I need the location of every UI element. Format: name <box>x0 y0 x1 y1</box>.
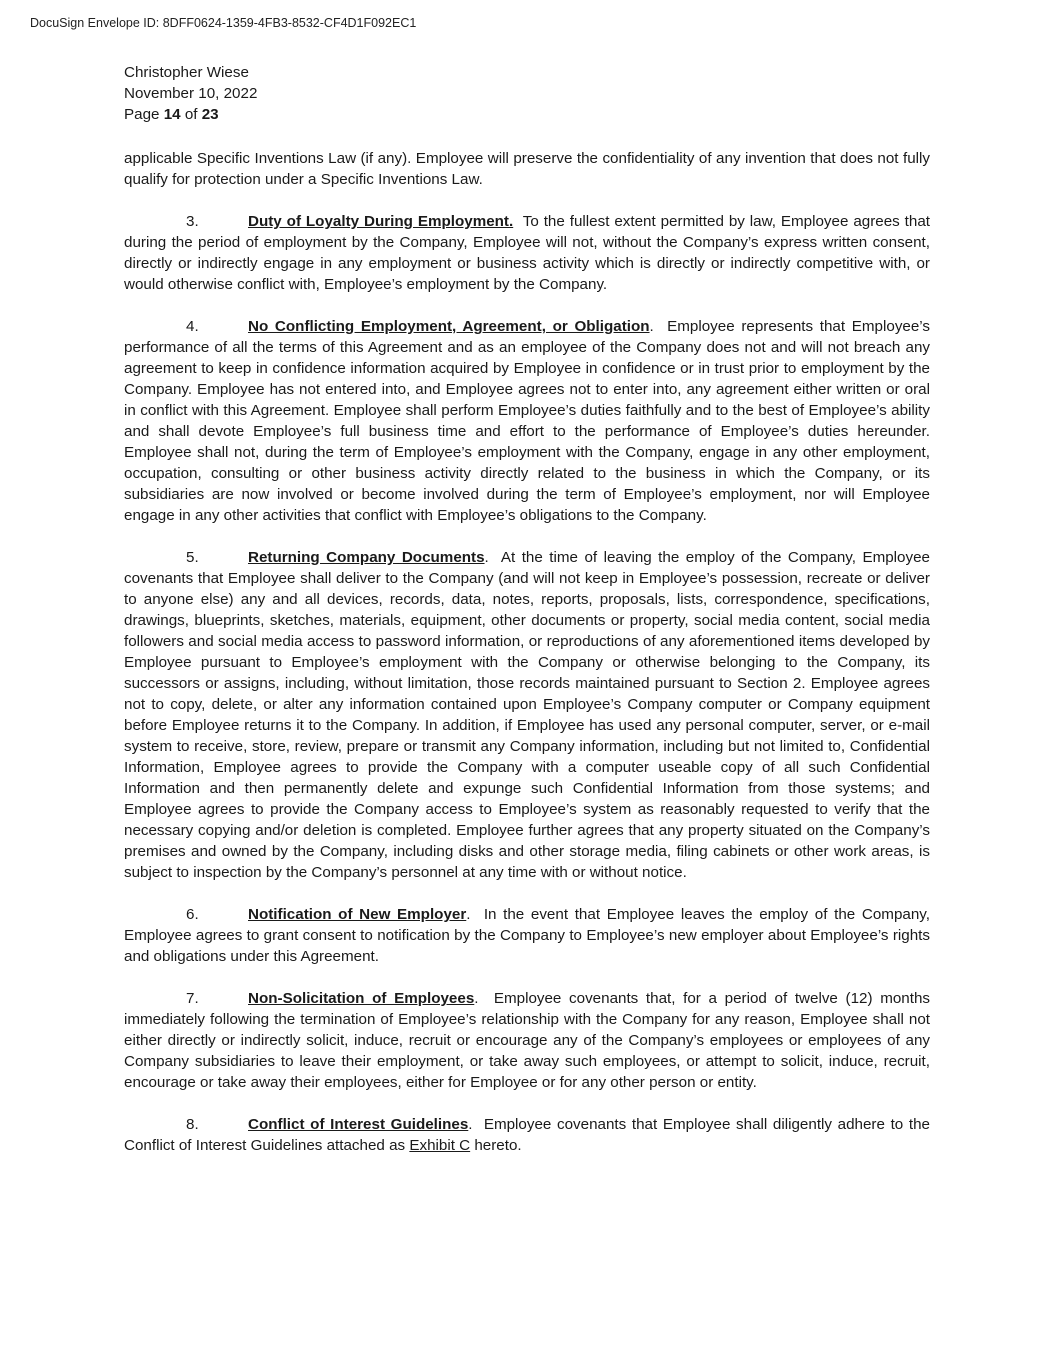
title-punct: . <box>466 906 471 923</box>
page-prefix: Page <box>124 106 164 123</box>
section-title: Conflict of Interest Guidelines <box>248 1116 469 1133</box>
exhibit-c-reference: Exhibit C <box>409 1137 471 1154</box>
letter-header <box>124 62 930 125</box>
title-punct: . <box>468 1116 473 1133</box>
title-punct: . <box>474 990 479 1007</box>
page-total: 23 <box>201 106 219 123</box>
section-body: Employee covenants that, for a period of twelve (12) months immediately following the termination of Employee’s relationship with the Company for any reason, Employee shall not either directly or indirectly solicit, induce, recruit or encourage any of the Company’s employees or employees of any Company subsidiaries to leave their employment, or take away such employees, or attempt to solicit, induce, recruit, encourage or take away their employees, either for Employee or for any other person or entity. <box>124 990 930 1091</box>
section-number: 6. <box>186 906 199 923</box>
section-number: 8. <box>186 1116 199 1133</box>
section-7 <box>124 988 930 1093</box>
section-title: Duty of Loyalty During Employment. <box>248 213 514 230</box>
title-punct: . <box>649 318 654 335</box>
title-punct: . <box>484 549 489 566</box>
section-number: 3. <box>186 213 199 230</box>
section-6 <box>124 904 930 967</box>
section-body: Employee represents that Employee’s performance of all the terms of this Agreement and as an employee of the Company does not and will not breach any agreement to keep in confidence information acquired by Employee in confidence or in trust prior to employment by the Company. Employee has not entered into, and Employee agrees not to enter into, any agreement either written or oral in conflict with this Agreement. Employee shall perform Employee’s duties faithfully and to the best of Employee’s ability and shall devote Employee’s full business time and effort to the performance of Employee’s duties hereunder. Employee shall not, during the term of Employee’s employment with the Company, engage in any other employment, occupation, consulting or other business activity directly related to the business in which the Company, or its subsidiaries are now involved or become involved during the term of Employee’s employment, nor will Employee engage in any other activities that conflict with Employee’s obligations to the Company. <box>124 318 930 524</box>
document-page <box>124 62 930 1177</box>
page-current: 14 <box>163 106 181 123</box>
section-number: 7. <box>186 990 199 1007</box>
section-title: Notification of New Employer <box>248 906 467 923</box>
intro-paragraph: applicable Specific Inventions Law (if any). Employee will preserve the confidentiality of any invention that does not fully qualify for protection under a Specific Inventions Law. <box>124 150 930 188</box>
section-8 <box>124 1114 930 1156</box>
page-number <box>124 104 930 125</box>
page-of: of <box>180 106 202 123</box>
section-4 <box>124 316 930 526</box>
section-5 <box>124 547 930 883</box>
section-number: 4. <box>186 318 199 335</box>
recipient-name: Christopher Wiese <box>124 64 249 81</box>
section-body-end: hereto. <box>470 1137 522 1154</box>
letter-date: November 10, 2022 <box>124 85 258 102</box>
section-body: In the event that Employee leaves the employ of the Company, Employee agrees to grant consent to notification by the Company to Employee’s new employer about Employee’s rights and obligations under this Agreement. <box>124 906 930 965</box>
section-body: At the time of leaving the employ of the Company, Employee covenants that Employee shall deliver to the Company (and will not keep in Employee’s possession, recreate or deliver to anyone else) any and all devices, records, data, notes, reports, proposals, lists, correspondence, specifications, drawings, blueprints, sketches, materials, equipment, other documents or property, social media content, social media followers and social media access to password information, or reproductions of any aforementioned items developed by Employee pursuant to Employee’s employment with the Company or otherwise belonging to the Company, its successors or assigns, including, without limitation, those records maintained pursuant to Section 2. Employee agrees not to copy, delete, or alter any information contained upon Employee’s Company computer or Company equipment before Employee returns it to the Company. In addition, if Employee has used any personal computer, server, or e-mail system to receive, store, review, prepare or transmit any Company information, including but not limited to, Confidential Information, Employee agrees to provide the Company with a computer useable copy of all such Confidential Information and then permanently delete and expunge such Confidential Information from those systems; and Employee agrees to provide the Company access to Employee’s system as reasonably requested to verify that the necessary copying and/or deletion is completed. Employee further agrees that any property situated on the Company’s premises and owned by the Company, including disks and other storage media, filing cabinets or other work areas, is subject to inspection by the Company’s personnel at any time with or without notice. <box>124 549 930 881</box>
docusign-envelope-id: DocuSign Envelope ID: 8DFF0624-1359-4FB3-8532-CF4D1F092EC1 <box>30 16 417 30</box>
section-3 <box>124 211 930 295</box>
section-title: Non-Solicitation of Employees <box>248 990 475 1007</box>
section-body: To the fullest extent permitted by law, Employee agrees that during the period of employment by the Company, Employee will not, without the Company’s express written consent, directly or indirectly engage in any employment or business activity which is directly or indirectly competitive with, or would otherwise conflict with, Employee’s employment by the Company. <box>124 213 930 293</box>
section-number: 5. <box>186 549 199 566</box>
section-body: Employee covenants that Employee shall diligently adhere to the Conflict of Interest Guidelines attached as <box>124 1116 930 1154</box>
section-title: No Conflicting Employment, Agreement, or Obligation <box>248 318 650 335</box>
section-title: Returning Company Documents <box>248 549 485 566</box>
